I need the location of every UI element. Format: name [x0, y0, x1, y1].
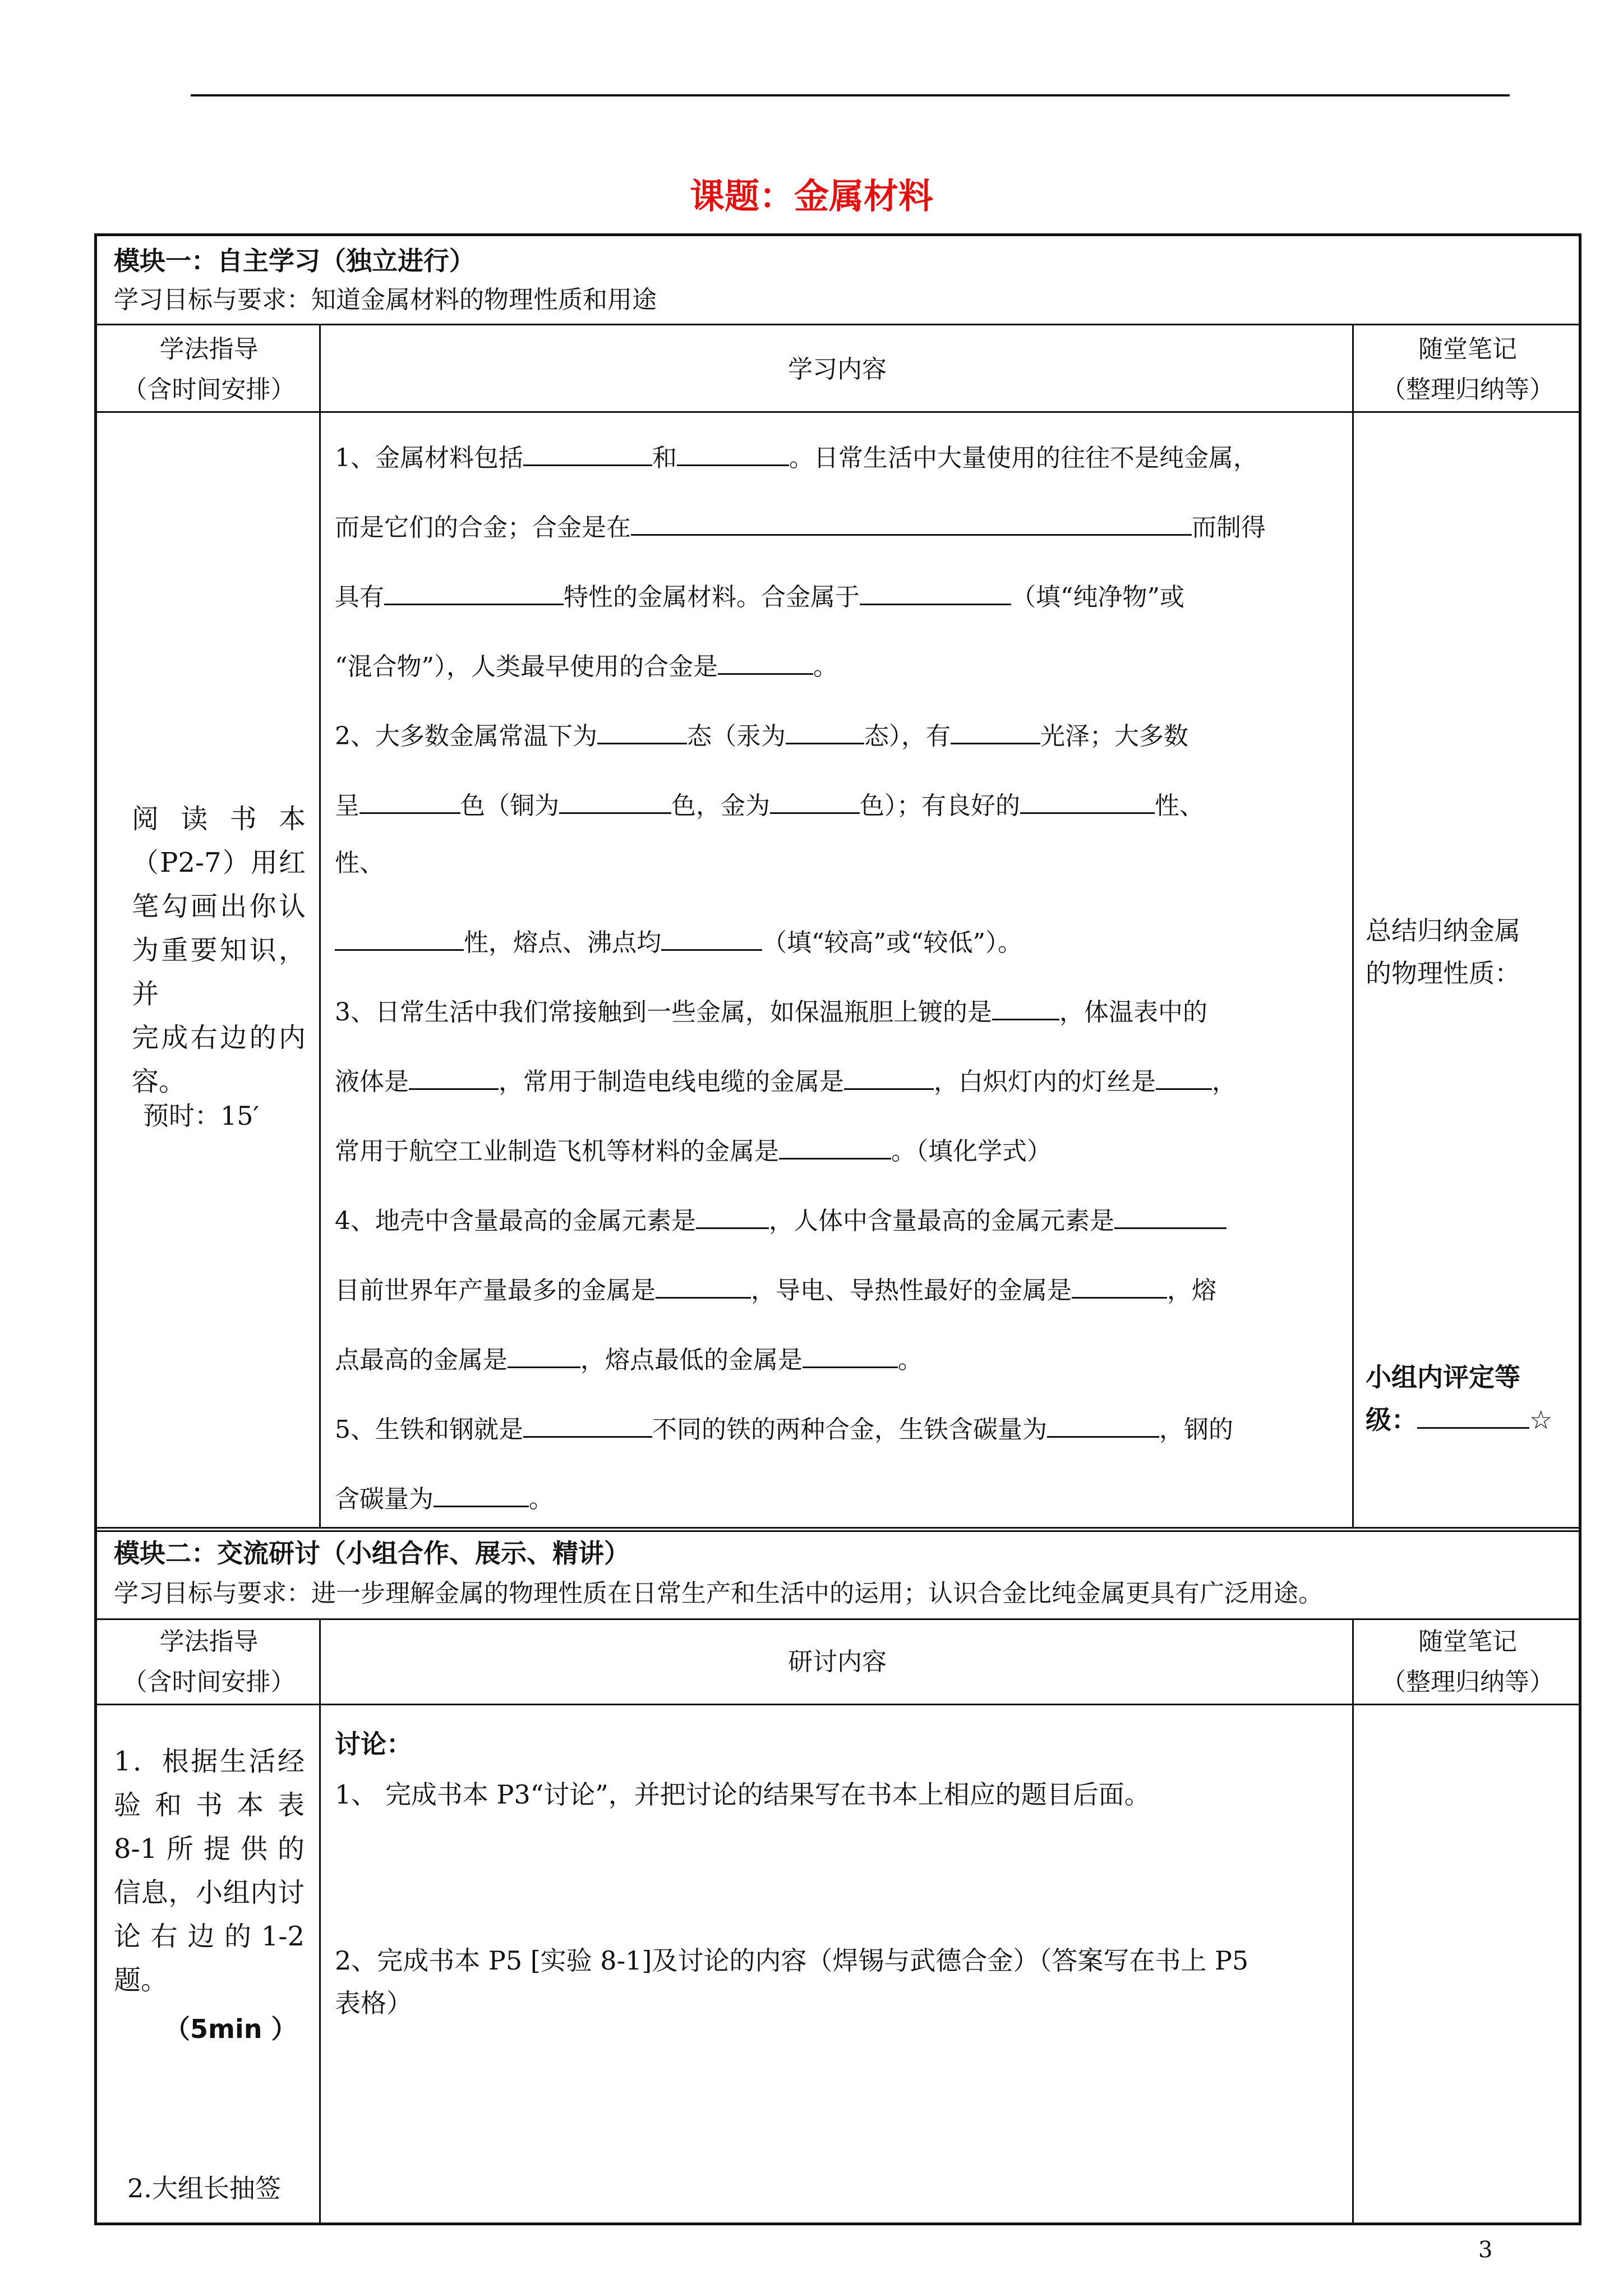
blank[interactable] — [559, 790, 671, 814]
module2-col-guide: 学法指导 （含时间安排） — [122, 1627, 296, 1696]
divider — [97, 1527, 1579, 1529]
blank[interactable] — [992, 996, 1059, 1020]
blank[interactable] — [661, 927, 762, 951]
blank[interactable] — [434, 1483, 529, 1507]
star-icon: ☆ — [1529, 1405, 1553, 1435]
discussion-label: 讨论： — [335, 1729, 412, 1759]
module2-time: （5min ） — [164, 2014, 297, 2044]
blank[interactable] — [803, 1344, 898, 1368]
q1-line2: 而是它们的合金；合金是在 而制得 — [335, 493, 1344, 563]
blank[interactable] — [770, 790, 860, 814]
blank[interactable] — [951, 720, 1040, 744]
module1-heading: 模块一：自主学习（独立进行） — [114, 246, 475, 276]
module1-study-guide: 阅 读 书 本 （P2-7）用红 笔勾画出你认 为重要知识，并 完成右边的内 容。 — [132, 803, 306, 1097]
q2-line1: 2、大多数金属常温下为 态（汞为 态），有 光泽；大多数 — [335, 702, 1344, 771]
blank[interactable] — [1020, 790, 1155, 814]
page-number: 3 — [1478, 2237, 1493, 2263]
module1-col-guide: 学法指导 （含时间安排） — [122, 335, 296, 404]
blank[interactable] — [384, 581, 564, 605]
divider — [319, 324, 321, 1529]
divider — [1352, 324, 1354, 1529]
blank[interactable] — [779, 1135, 891, 1159]
module1-col-content: 学习内容 — [788, 355, 887, 384]
discussion-item-2: 2、完成书本 P5 [实验 8-1]及讨论的内容（焊锡与武德合金）（答案写在书上 P5 表格） — [335, 1945, 1249, 2018]
module2-col-notes: 随堂笔记 （整理归纳等） — [1381, 1627, 1554, 1696]
blank[interactable] — [786, 720, 864, 744]
module1-content — [335, 424, 1344, 1534]
blank[interactable] — [696, 1205, 769, 1229]
module1-summary-note: 总结归纳金属 的物理性质： — [1366, 915, 1520, 988]
blank[interactable] — [523, 1414, 652, 1438]
module1-goal: 学习目标与要求：知道金属材料的物理性质和用途 — [114, 286, 657, 314]
page-title: 课题：金属材料 — [689, 176, 933, 217]
worksheet-table — [94, 233, 1581, 2225]
discussion-item-1: 1、 完成书本 P3“讨论”，并把讨论的结果写在书本上相应的题目后面。 — [335, 1779, 1150, 1810]
q3-line2: 液体是 ，常用于制造电线电缆的金属是 ，白炽灯内的灯丝是 ， — [335, 1047, 1344, 1117]
q3-line1: 3、日常生活中我们常接触到一些金属，如保温瓶胆上镀的是 ，体温表中的 — [335, 978, 1344, 1047]
blank[interactable] — [677, 442, 789, 466]
q2-line2: 呈 色（铜为 色，金为 色）；有良好的 性、 — [335, 771, 1344, 841]
blank[interactable] — [335, 927, 464, 951]
q2-line4: 性，熔点、沸点均 （填“较高”或“较低”）。 — [335, 908, 1344, 978]
blank[interactable] — [597, 720, 687, 744]
blank[interactable] — [844, 1066, 934, 1090]
blank[interactable] — [508, 1344, 580, 1368]
blank[interactable] — [1072, 1274, 1167, 1299]
module2-next-step: 2.大组长抽签 — [127, 2173, 281, 2203]
grade-blank[interactable] — [1417, 1405, 1529, 1429]
blank[interactable] — [860, 581, 1011, 605]
module1-col-notes: 随堂笔记 （整理归纳等） — [1381, 335, 1554, 404]
divider — [319, 1618, 321, 2225]
q2-line3: 性、 — [335, 849, 384, 877]
module2-col-content: 研讨内容 — [788, 1648, 887, 1676]
module1-time: 预时：15′ — [143, 1101, 259, 1131]
blank[interactable] — [1114, 1205, 1227, 1229]
module2-heading: 模块二：交流研讨（小组合作、展示、精讲） — [114, 1538, 630, 1568]
q5-line2: 含碳量为 。 — [335, 1465, 1344, 1534]
q1-line4: “混合物”），人类最早使用的合金是 。 — [335, 632, 1344, 702]
module2-study-guide: 1．根据生活经 验 和 书 本 表 8-1 所 提 供 的 信息，小组内讨 论 右 边 的 1-2 题。 — [114, 1746, 305, 1996]
blank[interactable] — [1156, 1066, 1212, 1090]
blank[interactable] — [718, 651, 813, 675]
q1-line1: 1、金属材料包括 和 。日常生活中大量使用的往往不是纯金属， — [335, 424, 1344, 493]
q4-line3: 点最高的金属是 ，熔点最低的金属是 。 — [335, 1326, 1344, 1395]
blank[interactable] — [656, 1274, 751, 1299]
module2-goal: 学习目标与要求：进一步理解金属的物理性质在日常生产和生活中的运用；认识合金比纯金属更具有广泛用途。 — [114, 1579, 1323, 1608]
q4-line2: 目前世界年产量最多的金属是 ，导电、导热性最好的金属是 ，熔 — [335, 1256, 1344, 1326]
module1-grade: 小组内评定等 级： ☆ — [1366, 1362, 1553, 1435]
blank[interactable] — [359, 790, 460, 814]
q3-line3: 常用于航空工业制造飞机等材料的金属是 。（填化学式） — [335, 1117, 1344, 1186]
header-rule — [191, 94, 1510, 96]
blank[interactable] — [631, 512, 1192, 536]
q4-line1: 4、地壳中含量最高的金属元素是 ，人体中含量最高的金属元素是 — [335, 1186, 1344, 1256]
blank[interactable] — [523, 442, 652, 466]
blank[interactable] — [409, 1066, 499, 1090]
q5-line1: 5、生铁和钢就是 不同的铁的两种合金，生铁含碳量为 ，钢的 — [335, 1395, 1344, 1465]
blank[interactable] — [1047, 1414, 1159, 1438]
divider — [1352, 1618, 1354, 2225]
divider — [97, 1530, 1579, 1532]
q1-line3: 具有 特性的金属材料。合金属于 （填“纯净物”或 — [335, 563, 1344, 632]
